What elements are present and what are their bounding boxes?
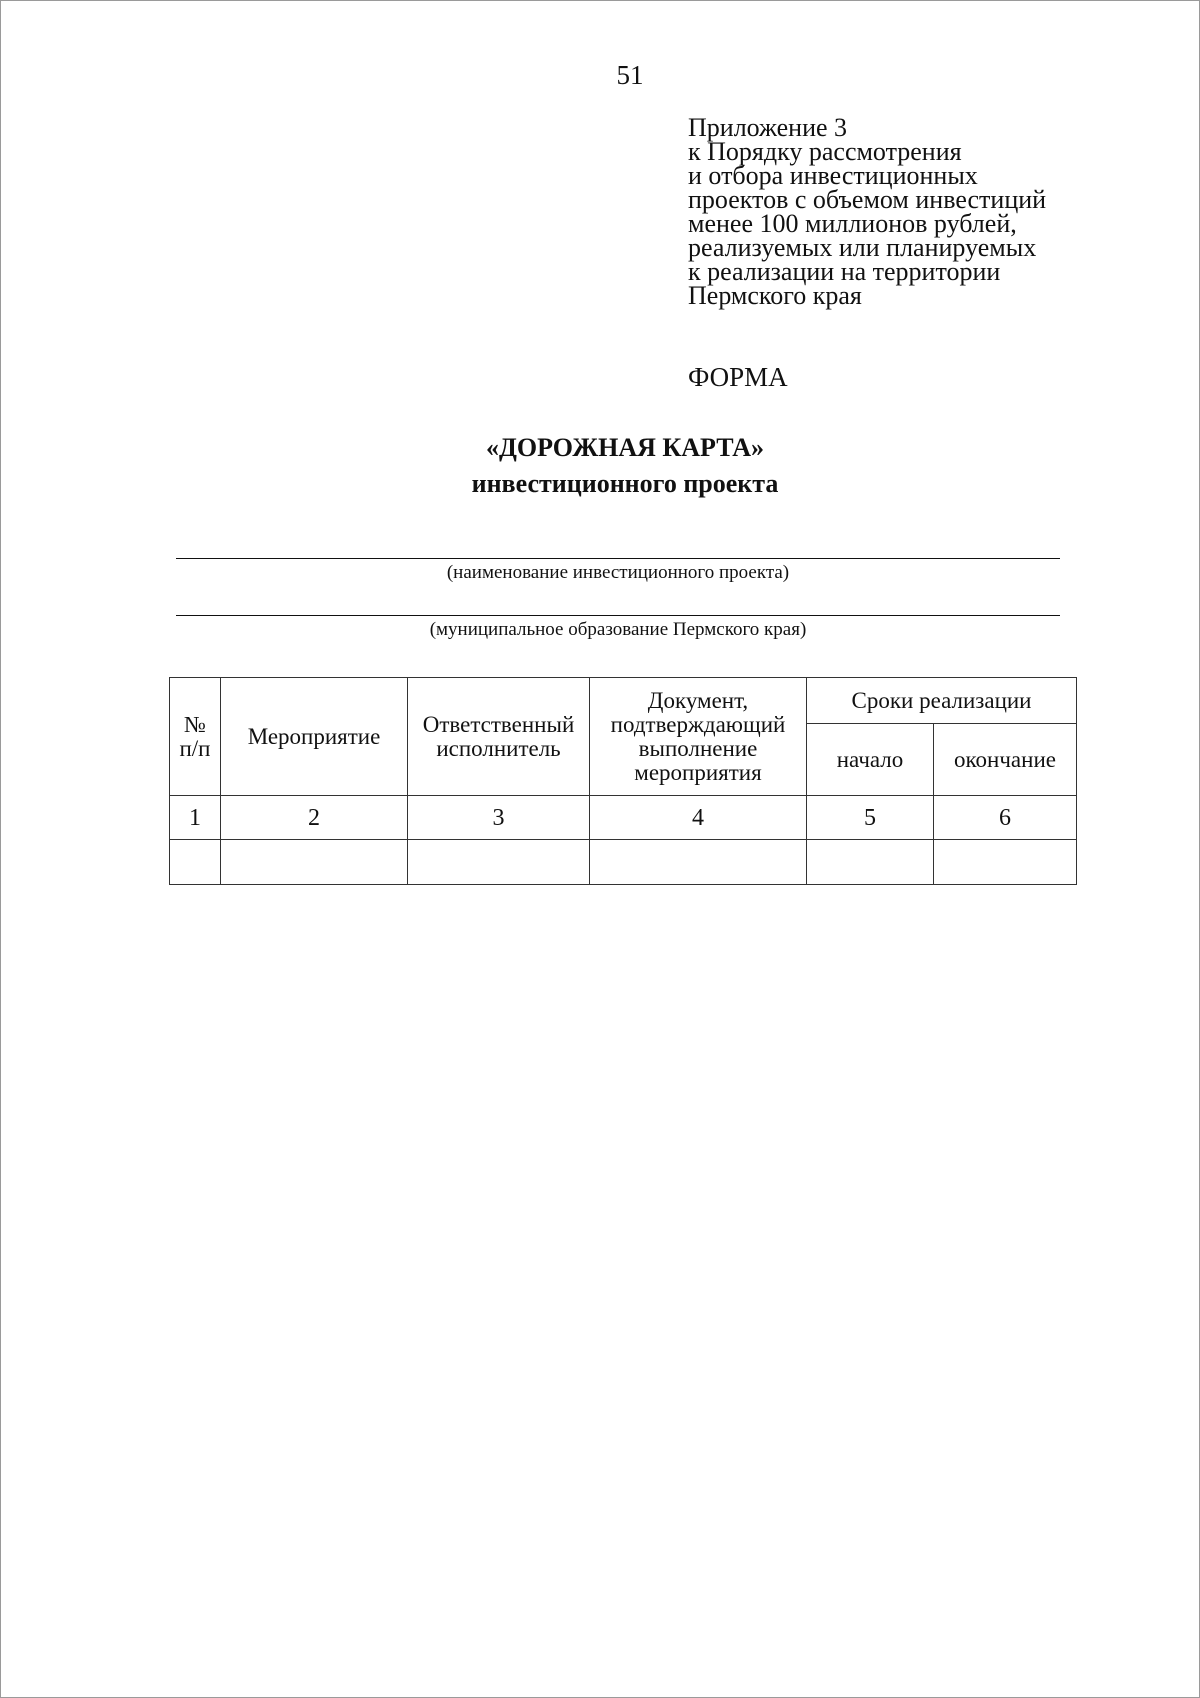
municipality-line[interactable] bbox=[176, 615, 1060, 616]
header-number: № п/п bbox=[170, 678, 221, 796]
column-number: 3 bbox=[408, 796, 590, 840]
table-cell[interactable] bbox=[807, 840, 934, 885]
column-number-row bbox=[170, 796, 1077, 840]
column-number: 4 bbox=[590, 796, 807, 840]
table-cell[interactable] bbox=[408, 840, 590, 885]
column-number: 5 bbox=[807, 796, 934, 840]
appendix-line: менее 100 миллионов рублей, bbox=[688, 209, 1017, 238]
roadmap-table bbox=[169, 677, 1077, 885]
appendix-line: и отбора инвестиционных bbox=[688, 161, 978, 190]
header-document: Документ, подтверждающий выполнение мероприятия bbox=[590, 678, 807, 796]
title-line-1: «ДОРОЖНАЯ КАРТА» bbox=[485, 433, 765, 462]
column-number: 6 bbox=[934, 796, 1077, 840]
appendix-line: к реализации на территории bbox=[688, 257, 1001, 286]
appendix-line: проектов с объемом инвестиций bbox=[688, 185, 1047, 214]
appendix-line: Приложение 3 bbox=[688, 113, 848, 142]
page-number: 51 bbox=[616, 60, 644, 90]
header-start: начало bbox=[807, 724, 934, 796]
appendix-line: реализуемых или планируемых bbox=[688, 233, 1037, 262]
form-label: ФОРМА bbox=[688, 362, 788, 392]
document-title bbox=[0, 430, 1200, 502]
header-responsible: Ответственный исполнитель bbox=[408, 678, 590, 796]
appendix-block bbox=[688, 113, 1047, 310]
header-event: Мероприятие bbox=[221, 678, 408, 796]
table-cell[interactable] bbox=[934, 840, 1077, 885]
project-name-line[interactable] bbox=[176, 558, 1060, 559]
header-end: окончание bbox=[934, 724, 1077, 796]
municipality-caption: (муниципальное образование Пермского края) bbox=[429, 619, 807, 640]
header-terms: Сроки реализации bbox=[807, 678, 1077, 724]
table-cell[interactable] bbox=[221, 840, 408, 885]
project-name-caption: (наименование инвестиционного проекта) bbox=[446, 562, 790, 583]
appendix-line: Пермского края bbox=[688, 281, 862, 310]
title-line-2: инвестиционного проекта bbox=[471, 469, 779, 498]
column-number: 2 bbox=[221, 796, 408, 840]
table-cell[interactable] bbox=[590, 840, 807, 885]
table-cell[interactable] bbox=[170, 840, 221, 885]
appendix-line: к Порядку рассмотрения bbox=[688, 137, 962, 166]
column-number: 1 bbox=[170, 796, 221, 840]
table-header-row bbox=[170, 678, 1077, 724]
table-row bbox=[170, 840, 1077, 885]
